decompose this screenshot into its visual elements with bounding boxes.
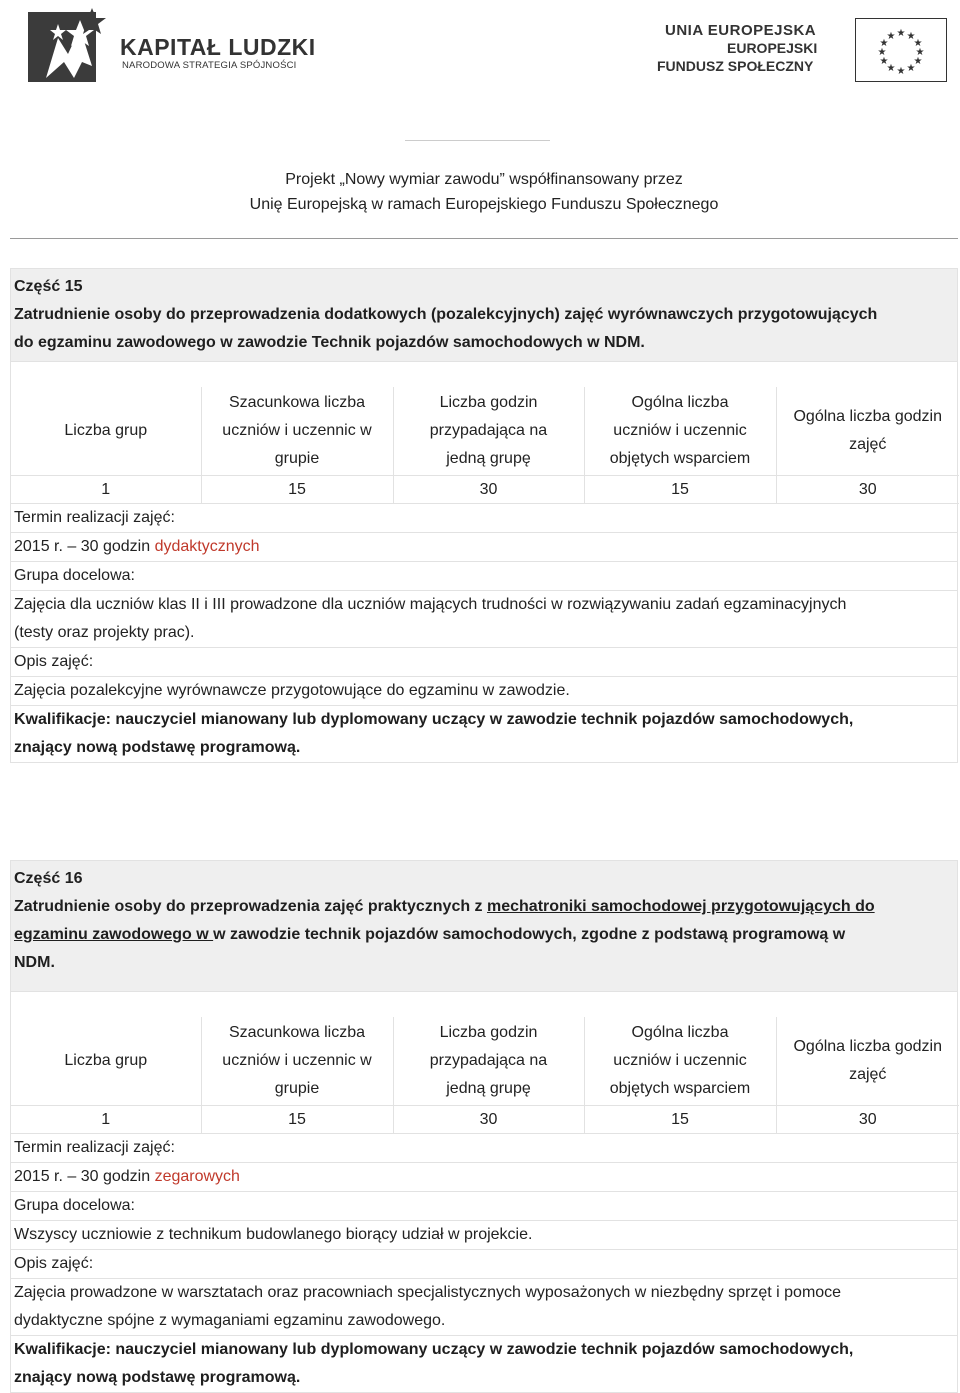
col-ogolna-liczba-godzin: Ogólna liczba godzin zajęć xyxy=(776,1017,959,1106)
col-liczba-godzin: Liczba godzin przypadająca na jedną grupę xyxy=(393,387,584,476)
svg-text:★: ★ xyxy=(877,47,887,58)
col-ogolna-liczba-godzin: Ogólna liczba godzin zajęć xyxy=(776,387,959,476)
kapital-ludzki-emblem-icon xyxy=(28,8,120,84)
opis-value: Zajęcia pozalekcyjne wyrównawcze przygotowujące do egzaminu w zawodzie. xyxy=(11,677,957,706)
opis-label: Opis zajęć: xyxy=(11,1250,957,1279)
section-description-line-1: Zatrudnienie osoby do przeprowadzenia zajęć praktycznych z mechatroniki samochodowej przygotowujących do xyxy=(14,898,875,915)
grupa-label: Grupa docelowa: xyxy=(11,562,957,591)
opis-value: Zajęcia prowadzone w warsztatach oraz pracowniach specjalistycznych wyposażonych w niezbędny sprzęt i pomoce dydaktyczne spójne z wymaganiami egzaminu zawodowego. xyxy=(11,1279,957,1336)
eu-line2: EUROPEJSKI xyxy=(727,40,818,56)
section-description-line-2: do egzaminu zawodowego w zawodzie Technik pojazdów samochodowych w NDM. xyxy=(14,334,645,351)
section-description-underlined: do egzaminu zawodowego w zawodzie Technik pojazdów samochodowych xyxy=(14,334,583,351)
svg-text:★: ★ xyxy=(915,47,925,58)
grupa-value: Wszyscy uczniowie z technikum budowlanego biorący udział w projekcie. xyxy=(11,1221,957,1250)
summary-table xyxy=(11,1017,959,1134)
table-row: 1 15 30 15 30 xyxy=(11,476,959,504)
project-line-1: Projekt „Nowy wymiar zawodu” współfinansowany przez xyxy=(285,171,683,188)
section-15 xyxy=(10,268,958,763)
section-description-line-2: egzaminu zawodowego w w zawodzie technik pojazdów samochodowych, zgodne z podstawą programową w xyxy=(14,926,846,943)
grupa-value: Zajęcia dla uczniów klas II i III prowadzone dla uczniów mających trudności w rozwiązywaniu zadań egzaminacyjnych (testy oraz projekty prac). xyxy=(11,591,957,648)
section-header xyxy=(11,269,957,362)
kwalifikacje: Kwalifikacje: nauczyciel mianowany lub dyplomowany uczący w zawodzie technik pojazdów samochodowych, znający nową podstawę programową. xyxy=(14,711,854,756)
col-liczba-grup: Liczba grup xyxy=(11,387,201,476)
svg-text:★: ★ xyxy=(879,56,889,67)
col-szacunkowa-liczba: Szacunkowa liczba uczniów i uczennic w grupie xyxy=(201,387,393,476)
col-liczba-grup: Liczba grup xyxy=(11,1017,201,1106)
section-16 xyxy=(10,860,958,1393)
hours-type: zegarowych xyxy=(154,1168,240,1185)
svg-text:★: ★ xyxy=(913,56,923,67)
svg-text:★: ★ xyxy=(896,28,906,39)
eu-flag-icon xyxy=(855,18,947,82)
hours-type: dydaktycznych xyxy=(154,538,260,555)
table-row: 1 15 30 15 30 xyxy=(11,1106,959,1134)
grupa-label: Grupa docelowa: xyxy=(11,1192,957,1221)
section-header xyxy=(11,861,957,992)
section-title: Część 16 xyxy=(14,870,83,887)
header-rule xyxy=(405,140,550,141)
svg-text:★: ★ xyxy=(879,38,889,49)
eu-logo xyxy=(655,18,947,84)
svg-text:★: ★ xyxy=(886,63,896,74)
termin-value: 2015 r. – 30 godzin zegarowych xyxy=(11,1163,957,1192)
summary-table xyxy=(11,387,959,504)
opis-label: Opis zajęć: xyxy=(11,648,957,677)
project-line-2: Unię Europejską w ramach Europejskiego Funduszu Społecznego xyxy=(249,196,719,213)
section-description-line-3: NDM. xyxy=(14,954,55,971)
svg-text:★: ★ xyxy=(906,31,916,42)
logo-subtitle: NARODOWA STRATEGIA SPÓJNOŚCI xyxy=(122,60,297,71)
kwalifikacje: Kwalifikacje: nauczyciel mianowany lub dyplomowany uczący w zawodzie technik pojazdów samochodowych, znający nową podstawę programową. xyxy=(14,1341,854,1386)
col-liczba-godzin: Liczba godzin przypadająca na jedną grupę xyxy=(393,1017,584,1106)
table-header-row xyxy=(11,387,959,476)
section-title: Część 15 xyxy=(14,278,83,295)
svg-text:★: ★ xyxy=(896,66,906,77)
svg-text:★: ★ xyxy=(913,38,923,49)
table-header-row xyxy=(11,1017,959,1106)
termin-value: 2015 r. – 30 godzin dydaktycznych xyxy=(11,533,957,562)
eu-line3: FUNDUSZ SPOŁECZNY xyxy=(657,58,814,74)
svg-text:★: ★ xyxy=(906,63,916,74)
svg-text:★: ★ xyxy=(886,31,896,42)
col-ogolna-liczba-uczniow: Ogólna liczba uczniów i uczennic objętych wsparciem xyxy=(584,387,776,476)
col-szacunkowa-liczba: Szacunkowa liczba uczniów i uczennic w grupie xyxy=(201,1017,393,1106)
logo-title: KAPITAŁ LUDZKI xyxy=(120,34,316,60)
kapital-ludzki-logo xyxy=(28,8,318,84)
header-divider xyxy=(10,238,958,239)
section-description-line-1: Zatrudnienie osoby do przeprowadzenia dodatkowych (pozalekcyjnych) zajęć wyrównawczych przygotowujących xyxy=(14,306,878,323)
termin-label: Termin realizacji zajęć: xyxy=(11,504,957,533)
termin-label: Termin realizacji zajęć: xyxy=(11,1134,957,1163)
col-ogolna-liczba-uczniow: Ogólna liczba uczniów i uczennic objętych wsparciem xyxy=(584,1017,776,1106)
eu-line1: UNIA EUROPEJSKA xyxy=(665,22,817,39)
